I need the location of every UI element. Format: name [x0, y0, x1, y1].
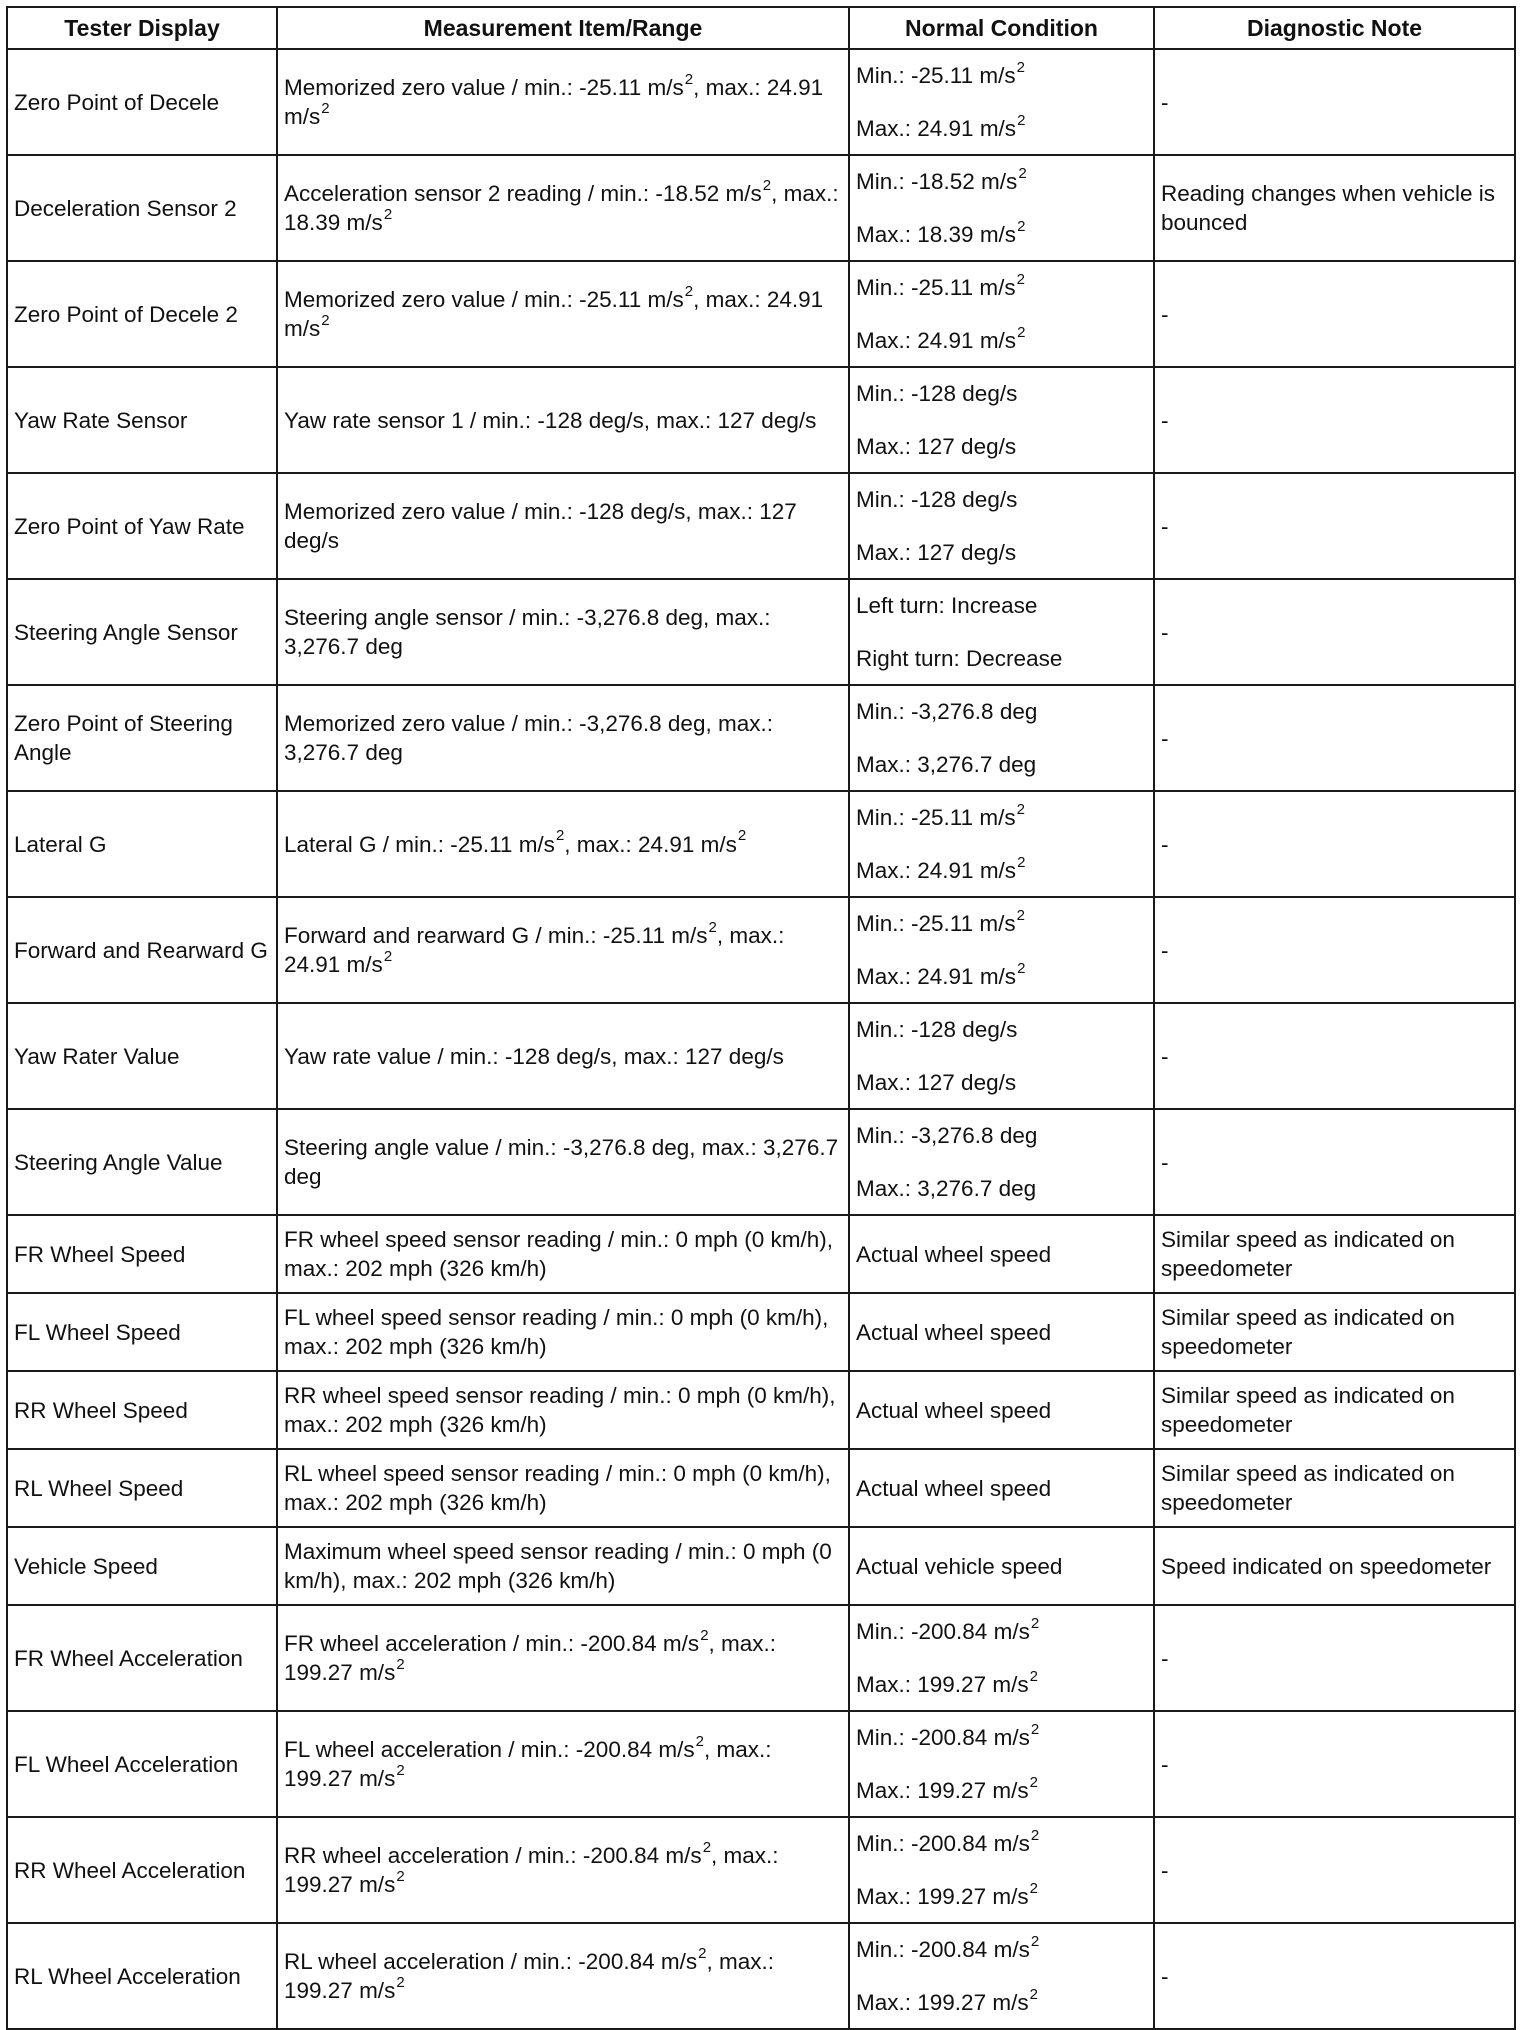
header-diagnostic-note: Diagnostic Note	[1154, 7, 1515, 49]
header-measurement-item: Measurement Item/Range	[277, 7, 849, 49]
cell-measurement-item: Yaw rate sensor 1 / min.: -128 deg/s, max.: 127 deg/s	[277, 367, 849, 473]
condition-line-2: Max.: 18.39 $m/s^2$	[856, 217, 1026, 247]
condition-line-2: Max.: 199.27 $m/s^2$	[856, 1879, 1038, 1909]
cell-normal-condition	[849, 685, 1154, 791]
cell-tester-display: Deceleration Sensor 2	[7, 155, 277, 261]
condition-line-1: Min.: -200.84 $m/s^2$	[856, 1826, 1040, 1856]
cell-tester-display: FL Wheel Speed	[7, 1293, 277, 1371]
condition-line-2: Max.: 3,276.7 deg	[856, 1176, 1037, 1201]
cell-normal-condition	[849, 1293, 1154, 1371]
condition-line-2: Right turn: Decrease	[856, 646, 1063, 671]
cell-normal-condition	[849, 261, 1154, 367]
cell-diagnostic-note: -	[1154, 1605, 1515, 1711]
cell-tester-display: FL Wheel Acceleration	[7, 1711, 277, 1817]
condition-line-2: Max.: 199.27 $m/s^2$	[856, 1667, 1038, 1697]
cell-measurement-item: Memorized zero value / min.: -128 deg/s, max.: 127 deg/s	[277, 473, 849, 579]
cell-measurement-item: RR wheel acceleration / min.: -200.84 $m/s^2$, max.: 199.27 $m/s^2$	[277, 1817, 849, 1923]
cell-normal-condition	[849, 579, 1154, 685]
cell-tester-display: Zero Point of Decele	[7, 49, 277, 155]
condition-line-1: Min.: -25.11 $m/s^2$	[856, 270, 1025, 300]
table-row	[7, 1449, 1515, 1527]
cell-diagnostic-note: Reading changes when vehicle is bounced	[1154, 155, 1515, 261]
cell-diagnostic-note: Speed indicated on speedometer	[1154, 1527, 1515, 1605]
header-normal-condition: Normal Condition	[849, 7, 1154, 49]
cell-tester-display: RR Wheel Speed	[7, 1371, 277, 1449]
cell-measurement-item: Forward and rearward G / min.: -25.11 $m/s^2$, max.: 24.91 $m/s^2$	[277, 897, 849, 1003]
cell-measurement-item: RR wheel speed sensor reading / min.: 0 mph (0 km/h), max.: 202 mph (326 km/h)	[277, 1371, 849, 1449]
cell-normal-condition	[849, 1449, 1154, 1527]
cell-tester-display: Yaw Rate Sensor	[7, 367, 277, 473]
cell-normal-condition	[849, 1371, 1154, 1449]
table-row	[7, 1527, 1515, 1605]
cell-diagnostic-note: -	[1154, 791, 1515, 897]
cell-normal-condition	[849, 49, 1154, 155]
cell-tester-display: RL Wheel Speed	[7, 1449, 277, 1527]
cell-normal-condition	[849, 1215, 1154, 1293]
condition-line-2: Max.: 127 deg/s	[856, 434, 1017, 459]
cell-diagnostic-note: -	[1154, 685, 1515, 791]
cell-normal-condition	[849, 1003, 1154, 1109]
condition-line-2: Max.: 3,276.7 deg	[856, 752, 1037, 777]
table-header-row	[7, 7, 1515, 49]
condition-line-1: Min.: -200.84 $m/s^2$	[856, 1614, 1040, 1644]
cell-measurement-item: Steering angle value / min.: -3,276.8 deg, max.: 3,276.7 deg	[277, 1109, 849, 1215]
cell-normal-condition	[849, 473, 1154, 579]
cell-measurement-item: Memorized zero value / min.: -25.11 $m/s^2$, max.: 24.91 $m/s^2$	[277, 49, 849, 155]
table-row	[7, 1109, 1515, 1215]
condition-line-1: Actual wheel speed	[856, 1319, 1052, 1345]
condition-line-1: Min.: -200.84 $m/s^2$	[856, 1932, 1040, 1962]
cell-tester-display: FR Wheel Speed	[7, 1215, 277, 1293]
table-row	[7, 1923, 1515, 2029]
table-row	[7, 1817, 1515, 1923]
cell-diagnostic-note: -	[1154, 49, 1515, 155]
cell-measurement-item: Yaw rate value / min.: -128 deg/s, max.: 127 deg/s	[277, 1003, 849, 1109]
condition-line-2: Max.: 24.91 $m/s^2$	[856, 111, 1026, 141]
condition-line-1: Actual vehicle speed	[856, 1553, 1063, 1579]
condition-line-1: Min.: -25.11 $m/s^2$	[856, 800, 1025, 830]
table-row	[7, 1215, 1515, 1293]
cell-tester-display: FR Wheel Acceleration	[7, 1605, 277, 1711]
cell-diagnostic-note: -	[1154, 897, 1515, 1003]
cell-diagnostic-note: -	[1154, 579, 1515, 685]
condition-line-1: Min.: -25.11 $m/s^2$	[856, 906, 1025, 936]
condition-line-2: Max.: 127 deg/s	[856, 540, 1017, 565]
cell-measurement-item: RL wheel speed sensor reading / min.: 0 mph (0 km/h), max.: 202 mph (326 km/h)	[277, 1449, 849, 1527]
cell-diagnostic-note: Similar speed as indicated on speedometer	[1154, 1215, 1515, 1293]
condition-line-1: Actual wheel speed	[856, 1475, 1052, 1501]
condition-line-1: Actual wheel speed	[856, 1397, 1052, 1423]
cell-measurement-item: FL wheel acceleration / min.: -200.84 $m/s^2$, max.: 199.27 $m/s^2$	[277, 1711, 849, 1817]
cell-tester-display: Steering Angle Sensor	[7, 579, 277, 685]
cell-measurement-item: FL wheel speed sensor reading / min.: 0 mph (0 km/h), max.: 202 mph (326 km/h)	[277, 1293, 849, 1371]
condition-line-1: Left turn: Increase	[856, 593, 1038, 618]
condition-line-1: Min.: -200.84 $m/s^2$	[856, 1720, 1040, 1750]
cell-diagnostic-note: Similar speed as indicated on speedometer	[1154, 1449, 1515, 1527]
cell-normal-condition	[849, 155, 1154, 261]
cell-tester-display: Vehicle Speed	[7, 1527, 277, 1605]
table-row	[7, 1293, 1515, 1371]
table-row	[7, 1605, 1515, 1711]
cell-tester-display: Forward and Rearward G	[7, 897, 277, 1003]
cell-measurement-item: Memorized zero value / min.: -3,276.8 deg, max.: 3,276.7 deg	[277, 685, 849, 791]
table-row	[7, 473, 1515, 579]
cell-normal-condition	[849, 791, 1154, 897]
cell-tester-display: Zero Point of Yaw Rate	[7, 473, 277, 579]
cell-measurement-item: Memorized zero value / min.: -25.11 $m/s^2$, max.: 24.91 $m/s^2$	[277, 261, 849, 367]
cell-diagnostic-note: -	[1154, 1923, 1515, 2029]
cell-tester-display: Lateral G	[7, 791, 277, 897]
condition-line-1: Min.: -128 deg/s	[856, 1017, 1018, 1042]
cell-normal-condition	[849, 1817, 1154, 1923]
condition-line-1: Min.: -18.52 $m/s^2$	[856, 164, 1027, 194]
cell-normal-condition	[849, 1109, 1154, 1215]
cell-diagnostic-note: -	[1154, 1003, 1515, 1109]
cell-diagnostic-note: -	[1154, 1817, 1515, 1923]
condition-line-2: Max.: 127 deg/s	[856, 1070, 1017, 1095]
condition-line-2: Max.: 24.91 $m/s^2$	[856, 853, 1026, 883]
condition-line-2: Max.: 199.27 $m/s^2$	[856, 1985, 1038, 2015]
table-row	[7, 897, 1515, 1003]
cell-measurement-item: FR wheel speed sensor reading / min.: 0 mph (0 km/h), max.: 202 mph (326 km/h)	[277, 1215, 849, 1293]
table-row	[7, 685, 1515, 791]
table-row	[7, 367, 1515, 473]
condition-line-2: Max.: 199.27 $m/s^2$	[856, 1773, 1038, 1803]
cell-measurement-item: FR wheel acceleration / min.: -200.84 $m/s^2$, max.: 199.27 $m/s^2$	[277, 1605, 849, 1711]
condition-line-1: Min.: -128 deg/s	[856, 487, 1018, 512]
cell-diagnostic-note: Similar speed as indicated on speedometer	[1154, 1293, 1515, 1371]
table-row	[7, 579, 1515, 685]
cell-normal-condition	[849, 1923, 1154, 2029]
cell-normal-condition	[849, 1527, 1154, 1605]
cell-normal-condition	[849, 897, 1154, 1003]
table-row	[7, 1711, 1515, 1817]
cell-measurement-item: RL wheel acceleration / min.: -200.84 $m/s^2$, max.: 199.27 $m/s^2$	[277, 1923, 849, 2029]
cell-tester-display: Zero Point of Steering Angle	[7, 685, 277, 791]
condition-line-1: Min.: -128 deg/s	[856, 381, 1018, 406]
table-row	[7, 1371, 1515, 1449]
cell-tester-display: RL Wheel Acceleration	[7, 1923, 277, 2029]
condition-line-1: Min.: -3,276.8 deg	[856, 699, 1038, 724]
cell-normal-condition	[849, 367, 1154, 473]
cell-tester-display: Zero Point of Decele 2	[7, 261, 277, 367]
cell-measurement-item: Maximum wheel speed sensor reading / min.: 0 mph (0 km/h), max.: 202 mph (326 km/h)	[277, 1527, 849, 1605]
cell-diagnostic-note: -	[1154, 1109, 1515, 1215]
header-tester-display: Tester Display	[7, 7, 277, 49]
cell-measurement-item: Acceleration sensor 2 reading / min.: -18.52 $m/s^2$, max.: 18.39 $m/s^2$	[277, 155, 849, 261]
cell-diagnostic-note: Similar speed as indicated on speedometer	[1154, 1371, 1515, 1449]
cell-tester-display: Steering Angle Value	[7, 1109, 277, 1215]
table-row	[7, 155, 1515, 261]
table-row	[7, 791, 1515, 897]
condition-line-2: Max.: 24.91 $m/s^2$	[856, 959, 1026, 989]
cell-diagnostic-note: -	[1154, 473, 1515, 579]
cell-diagnostic-note: -	[1154, 261, 1515, 367]
condition-line-1: Min.: -25.11 $m/s^2$	[856, 58, 1025, 88]
cell-diagnostic-note: -	[1154, 367, 1515, 473]
cell-normal-condition	[849, 1711, 1154, 1817]
data-list-table-container	[6, 6, 1514, 2015]
cell-diagnostic-note: -	[1154, 1711, 1515, 1817]
table-row	[7, 49, 1515, 155]
cell-tester-display: RR Wheel Acceleration	[7, 1817, 277, 1923]
cell-measurement-item: Lateral G / min.: -25.11 $m/s^2$, max.: 24.91 $m/s^2$	[277, 791, 849, 897]
table-body	[7, 49, 1515, 2029]
data-list-table	[6, 6, 1516, 2030]
condition-line-2: Max.: 24.91 $m/s^2$	[856, 323, 1026, 353]
condition-line-1: Min.: -3,276.8 deg	[856, 1123, 1038, 1148]
table-row	[7, 261, 1515, 367]
cell-normal-condition	[849, 1605, 1154, 1711]
table-row	[7, 1003, 1515, 1109]
condition-line-1: Actual wheel speed	[856, 1241, 1052, 1267]
cell-measurement-item: Steering angle sensor / min.: -3,276.8 deg, max.: 3,276.7 deg	[277, 579, 849, 685]
cell-tester-display: Yaw Rater Value	[7, 1003, 277, 1109]
